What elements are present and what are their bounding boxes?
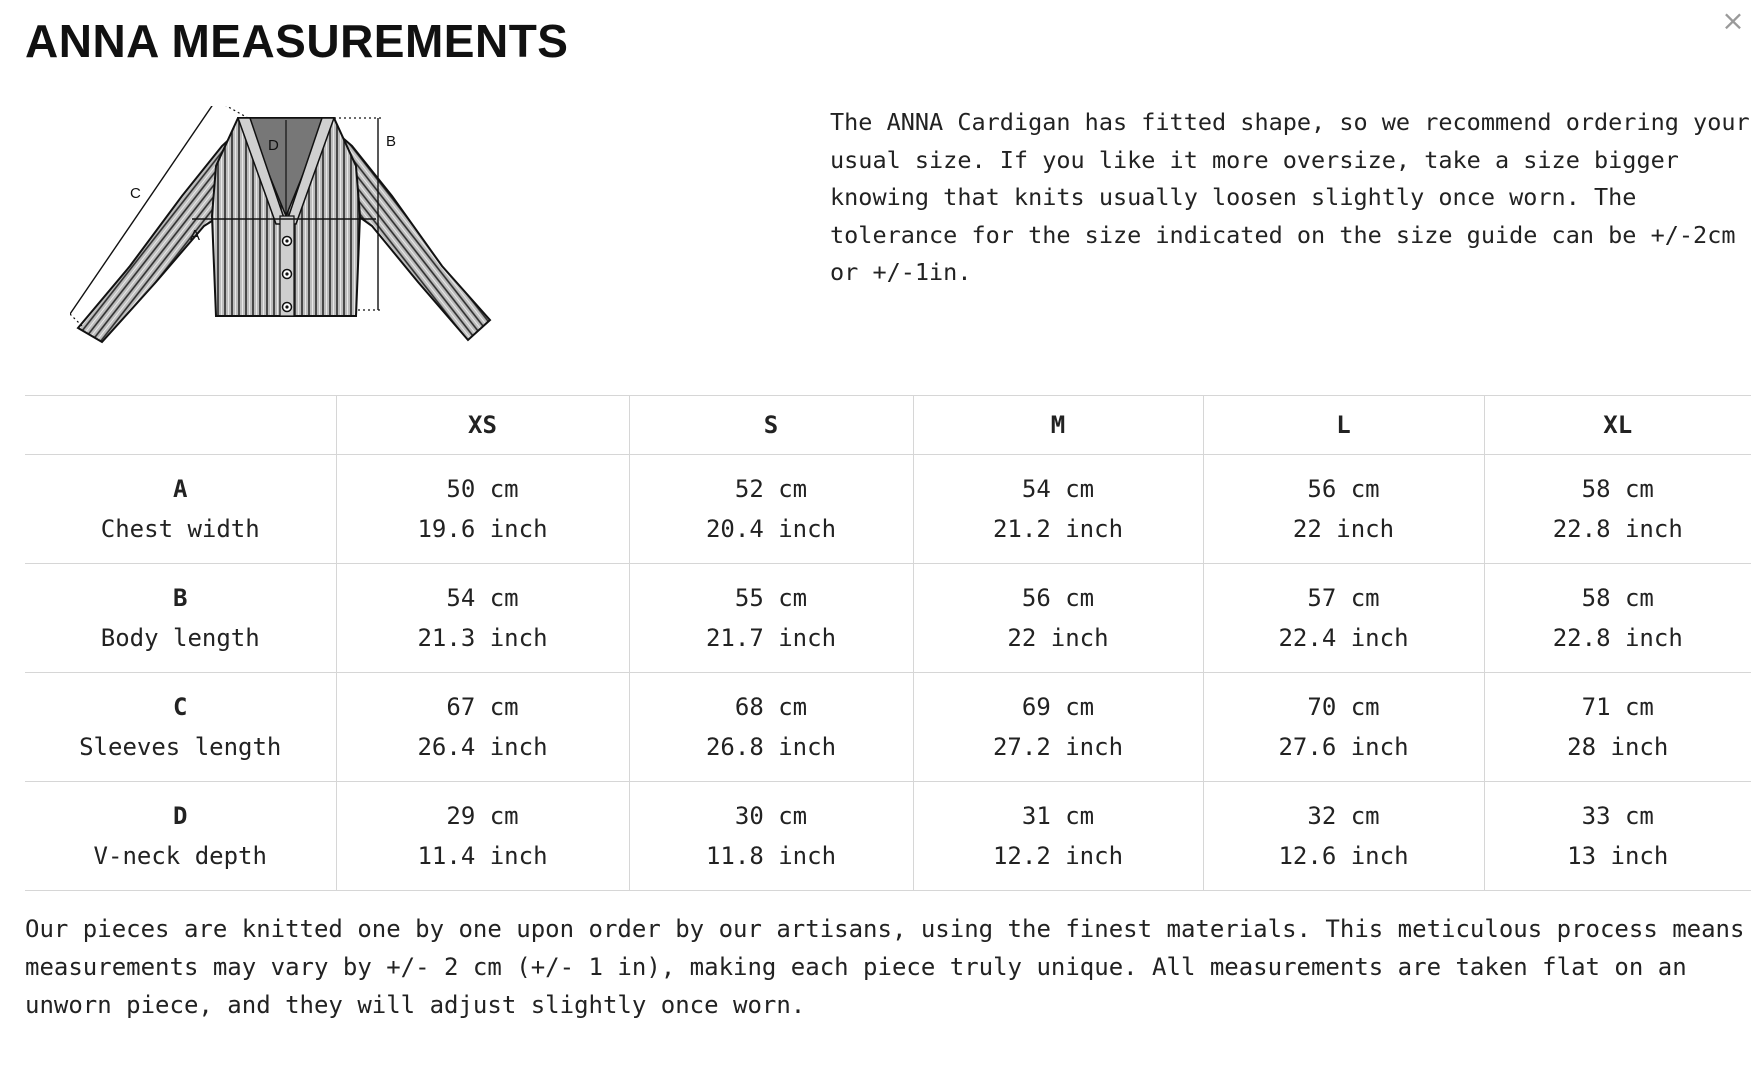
intro-text: The ANNA Cardigan has fitted shape, so we recommend ordering your usual size. If you like it more oversize, take a size bigger knowing that knits usually loosen slightly once worn. The tolerance for the size indicated on the size guide can be +/-2cm or +/-1in.: [830, 108, 1750, 286]
value-cm: 67 cm: [446, 693, 519, 721]
value-cm: 58 cm: [1581, 475, 1654, 503]
value-inch: 22 inch: [1007, 624, 1109, 652]
value-inch: 12.2 inch: [992, 842, 1124, 870]
footer-note: Our pieces are knitted one by one upon order by our artisans, using the finest materials. This meticulous process means measurements may vary by +/- 2 cm (+/- 1 in), making each piece truly unique. All measurements are taken flat on an unworn piece, and they will adjust slightly once worn.: [25, 915, 1745, 1019]
value-inch: 12.6 inch: [1278, 842, 1409, 870]
value-inch: 22.8 inch: [1552, 624, 1683, 652]
label-b: B: [386, 133, 397, 150]
value-inch: 21.2 inch: [992, 515, 1124, 543]
value-cm: 55 cm: [734, 584, 808, 612]
value-cm: 32 cm: [1307, 802, 1380, 830]
value-inch: 27.2 inch: [992, 733, 1124, 761]
table-cell: [336, 564, 629, 673]
value-cm: 71 cm: [1581, 693, 1654, 721]
size-table: [25, 395, 1751, 891]
table-row: [25, 564, 1751, 673]
value-inch: 22 inch: [1292, 515, 1395, 543]
measurement-name: Sleeves length: [79, 733, 282, 761]
measurement-letter: B: [173, 584, 188, 612]
close-icon[interactable]: ×: [1721, 4, 1745, 37]
table-cell: [1203, 782, 1484, 891]
table-cell: [1203, 455, 1484, 564]
table-cell: [629, 673, 913, 782]
corner-cell: [25, 396, 336, 455]
value-inch: 26.4 inch: [417, 733, 548, 761]
value-inch: 22.8 inch: [1552, 515, 1683, 543]
table-cell: [629, 455, 913, 564]
measurement-label: [25, 564, 336, 673]
modal-title: ANNA MEASUREMENTS: [25, 15, 569, 67]
value-inch: 11.4 inch: [417, 842, 548, 870]
value-cm: 56 cm: [1021, 584, 1095, 612]
table-cell: [913, 564, 1203, 673]
value-cm: 57 cm: [1307, 584, 1380, 612]
table-cell: [1484, 782, 1751, 891]
table-cell: [336, 782, 629, 891]
table-cell: [629, 782, 913, 891]
value-cm: 68 cm: [734, 693, 808, 721]
measurement-letter: A: [173, 475, 188, 503]
value-inch: 28 inch: [1567, 733, 1669, 761]
value-cm: 58 cm: [1581, 584, 1654, 612]
value-inch: 20.4 inch: [705, 515, 837, 543]
table-cell: [336, 455, 629, 564]
size-header-l: L: [1203, 396, 1484, 455]
size-header-xl: XL: [1484, 396, 1751, 455]
table-header-row: [25, 396, 1751, 455]
table-cell: [913, 455, 1203, 564]
value-cm: 33 cm: [1581, 802, 1654, 830]
size-header-xs: XS: [336, 396, 629, 455]
value-cm: 54 cm: [446, 584, 519, 612]
cardigan-diagram: [70, 106, 550, 386]
table-cell: [1203, 673, 1484, 782]
measurement-name: Body length: [100, 624, 260, 652]
label-a: A: [190, 227, 201, 244]
value-inch: 21.3 inch: [417, 624, 548, 652]
value-cm: 69 cm: [1021, 693, 1095, 721]
value-inch: 26.8 inch: [705, 733, 837, 761]
table-cell: [913, 673, 1203, 782]
value-cm: 30 cm: [734, 802, 808, 830]
value-cm: 31 cm: [1021, 802, 1095, 830]
value-cm: 29 cm: [446, 802, 519, 830]
value-inch: 21.7 inch: [705, 624, 837, 652]
table-cell: [629, 564, 913, 673]
table-cell: [1484, 564, 1751, 673]
table-cell: [1484, 455, 1751, 564]
value-inch: 22.4 inch: [1278, 624, 1409, 652]
value-inch: 11.8 inch: [705, 842, 837, 870]
value-cm: 54 cm: [1021, 475, 1095, 503]
table-row: [25, 673, 1751, 782]
label-d: D: [268, 137, 279, 154]
measurement-name: V-neck depth: [93, 842, 267, 870]
size-header-s: S: [629, 396, 913, 455]
measurement-label: [25, 673, 336, 782]
table-row: [25, 782, 1751, 891]
table-row: [25, 455, 1751, 564]
table-cell: [336, 673, 629, 782]
size-header-m: M: [913, 396, 1203, 455]
value-cm: 50 cm: [446, 475, 519, 503]
measurement-letter: C: [173, 693, 188, 721]
value-cm: 70 cm: [1307, 693, 1380, 721]
measurement-label: [25, 782, 336, 891]
measurement-name: Chest width: [100, 515, 260, 543]
value-inch: 13 inch: [1567, 842, 1669, 870]
table-cell: [913, 782, 1203, 891]
measurement-letter: D: [173, 802, 188, 830]
value-inch: 19.6 inch: [417, 515, 548, 543]
measurement-label: [25, 455, 336, 564]
table-cell: [1203, 564, 1484, 673]
value-inch: 27.6 inch: [1278, 733, 1409, 761]
label-c: C: [130, 185, 141, 202]
table-cell: [1484, 673, 1751, 782]
value-cm: 52 cm: [734, 475, 808, 503]
value-cm: 56 cm: [1307, 475, 1380, 503]
